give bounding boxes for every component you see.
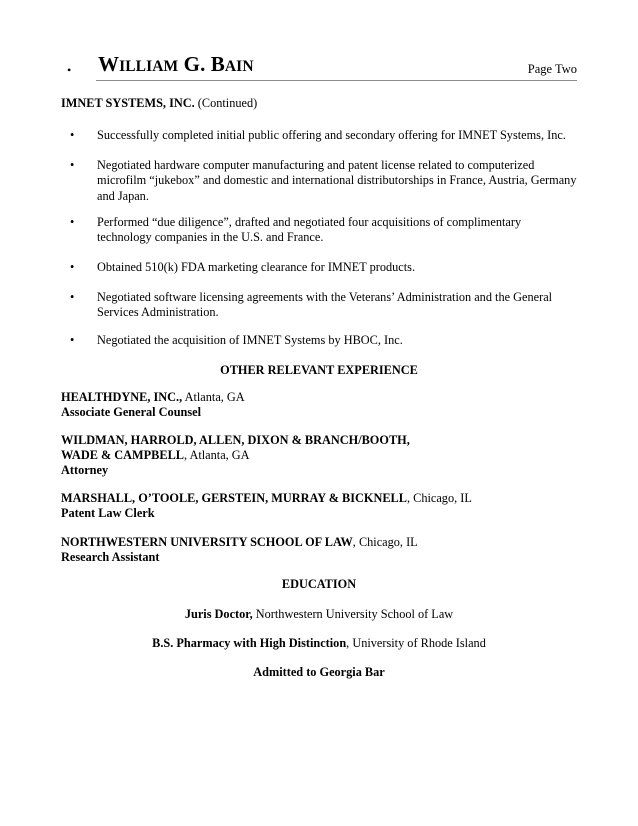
northwestern-title: Research Assistant xyxy=(61,550,160,564)
candidate-name: WILLIAM G. BAIN xyxy=(98,52,254,76)
bullet-marker: • xyxy=(70,215,75,229)
imnet-bullet-5: Negotiated software licensing agreements with the Veterans’ Administration and the General Services Administration. xyxy=(97,290,553,320)
imnet-bullet-2: Negotiated hardware computer manufacturing and patent license related to computerized microfilm “jukebox” and domestic and international distributorships in France, Austria, Germany and Japan. xyxy=(97,158,577,203)
bar-admission: Admitted to Georgia Bar xyxy=(253,665,385,679)
bullet-marker: • xyxy=(70,290,75,304)
header-bullet: • xyxy=(67,63,72,77)
northwestern-employer: NORTHWESTERN UNIVERSITY SCHOOL OF LAW, Chicago, IL xyxy=(61,535,418,549)
bullet-marker: • xyxy=(70,158,75,172)
education-heading: EDUCATION xyxy=(281,577,357,591)
imnet-bullet-6: Negotiated the acquisition of IMNET Systems by HBOC, Inc. xyxy=(97,333,403,347)
marshall-employer: MARSHALL, O’TOOLE, GERSTEIN, MURRAY & BICKNELL, Chicago, IL xyxy=(61,491,472,505)
other-experience-heading: OTHER RELEVANT EXPERIENCE xyxy=(220,363,418,377)
healthdyne-title: Associate General Counsel xyxy=(61,405,202,419)
education-bs: B.S. Pharmacy with High Distinction, University of Rhode Island xyxy=(152,636,486,650)
bullet-marker: • xyxy=(70,128,75,142)
imnet-bullet-1: Successfully completed initial public offering and secondary offering for IMNET Systems, Inc. xyxy=(97,128,566,142)
bullet-marker: • xyxy=(70,260,75,274)
marshall-title: Patent Law Clerk xyxy=(61,506,155,520)
education-jd: Juris Doctor, Northwestern University School of Law xyxy=(184,607,454,621)
imnet-bullet-4: Obtained 510(k) FDA marketing clearance for IMNET products. xyxy=(97,260,416,274)
wildman-employer: WILDMAN, HARROLD, ALLEN, DIXON & BRANCH/BOOTH, xyxy=(61,433,410,447)
imnet-heading: IMNET SYSTEMS, INC. (Continued) xyxy=(61,96,258,110)
wildman-employer-cont: WADE & CAMPBELL, Atlanta, GA xyxy=(61,448,250,462)
bullet-marker: • xyxy=(70,333,75,347)
page-number: Page Two xyxy=(527,62,577,76)
imnet-bullet-3: Performed “due diligence”, drafted and negotiated four acquisitions of complimentary technology companies in the U.S. and France. xyxy=(97,215,522,245)
wildman-title: Attorney xyxy=(61,463,109,477)
healthdyne-employer: HEALTHDYNE, INC., Atlanta, GA xyxy=(61,390,245,404)
header-rule xyxy=(96,80,577,81)
